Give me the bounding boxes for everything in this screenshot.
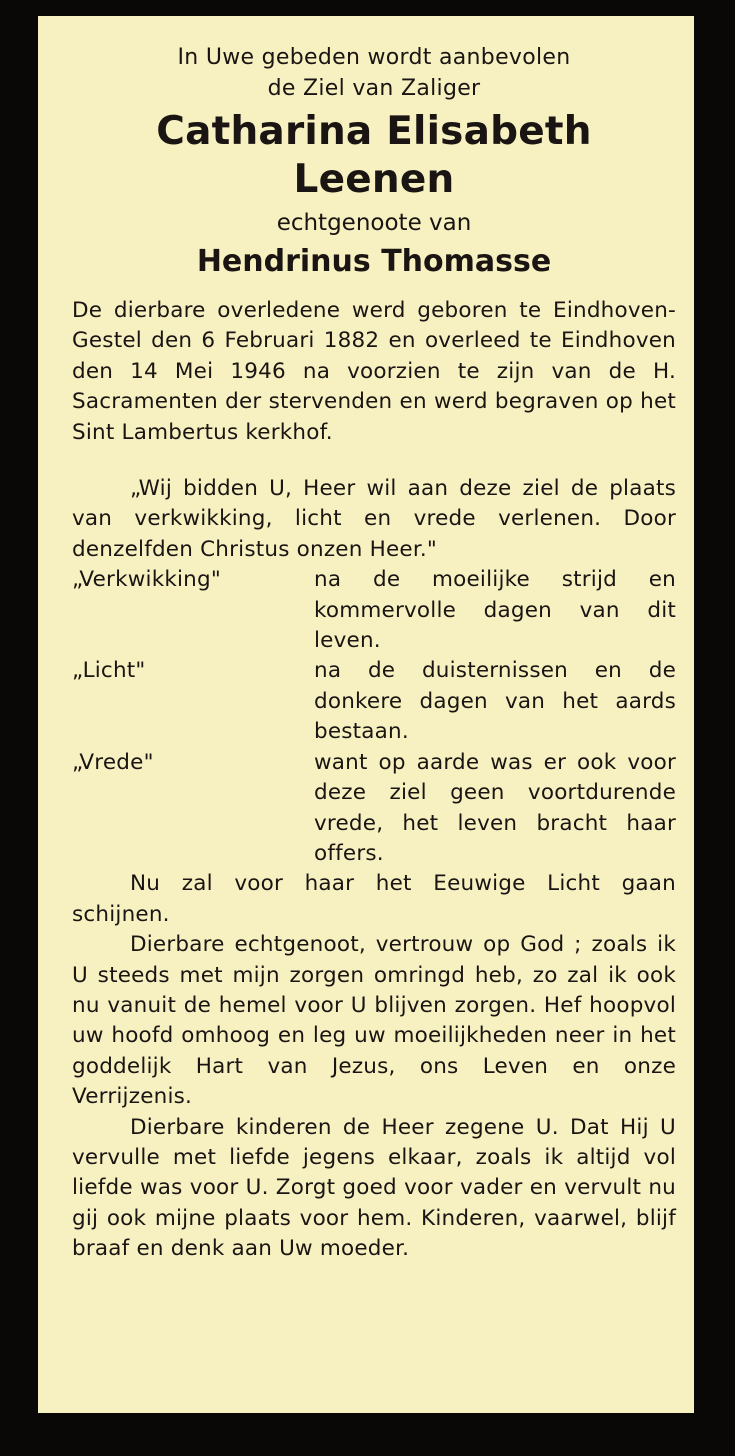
term-row: [72, 656, 676, 747]
term-row: [72, 748, 676, 870]
term-label: „Vrede": [72, 749, 154, 775]
deceased-name: Catharina Elisabeth Leenen: [156, 109, 592, 202]
intro-line-2: de Ziel van Zaliger: [267, 76, 481, 101]
term-definition: na de duisternissen en de donkere dagen van het aards bestaan.: [314, 658, 676, 745]
message-to-children: Dierbare kinderen de Heer zegene U. Dat Hij U vervulle met liefde jegens elkaar, zoals ik altijd vol liefde was voor U. Zorgt goed voor vader en vervult nu gij ook mijne plaats voor hem. Kinderen, vaarwel, blijf braaf en denk aan Uw moeder.: [72, 1114, 676, 1262]
intro-line-1: In Uwe gebeden wordt aanbevolen: [177, 45, 571, 70]
spouse-name: Hendrinus Thomasse: [196, 244, 552, 279]
term-definition: na de moeilijke strijd en kommervolle dagen van dit leven.: [314, 567, 676, 654]
term-label: „Licht": [72, 658, 146, 684]
eternal-light-paragraph: Nu zal voor haar het Eeuwige Licht gaan schijnen.: [72, 871, 676, 927]
spouse-relation: echtgenoote van: [276, 210, 472, 236]
term-definition: want op aarde was er ook voor deze ziel geen voortdurende vrede, het leven bracht haar offers.: [314, 749, 676, 866]
prayer-paragraph: „Wij bidden U, Heer wil aan deze ziel de plaats van verkwikking, licht en vrede verlenen. Door denzelfden Christus onzen Heer.": [72, 476, 676, 562]
term-label: „Verkwikking": [72, 567, 221, 593]
terms-list: [72, 565, 676, 869]
term-row: [72, 565, 676, 656]
biography-paragraph: De dierbare overledene werd geboren te Eindhoven-Gestel den 6 Februari 1882 en overleed te Eindhoven den 14 Mei 1946 na voorzien te zijn van de H. Sacramenten der stervenden en werd begraven op het Sint Lambertus kerkhof.: [72, 298, 676, 445]
memorial-card: [38, 16, 694, 1413]
message-to-spouse: Dierbare echtgenoot, vertrouw op God ; zoals ik U steeds met mijn zorgen omringd heb, zo zal ik ook nu vanuit de hemel voor U blijven zorgen. Hef hoopvol uw hoofd omhoog en leg uw moeilijkheden neer in het goddelijk Hart van Jezus, ons Leven en onze Verrijzenis.: [72, 932, 676, 1110]
